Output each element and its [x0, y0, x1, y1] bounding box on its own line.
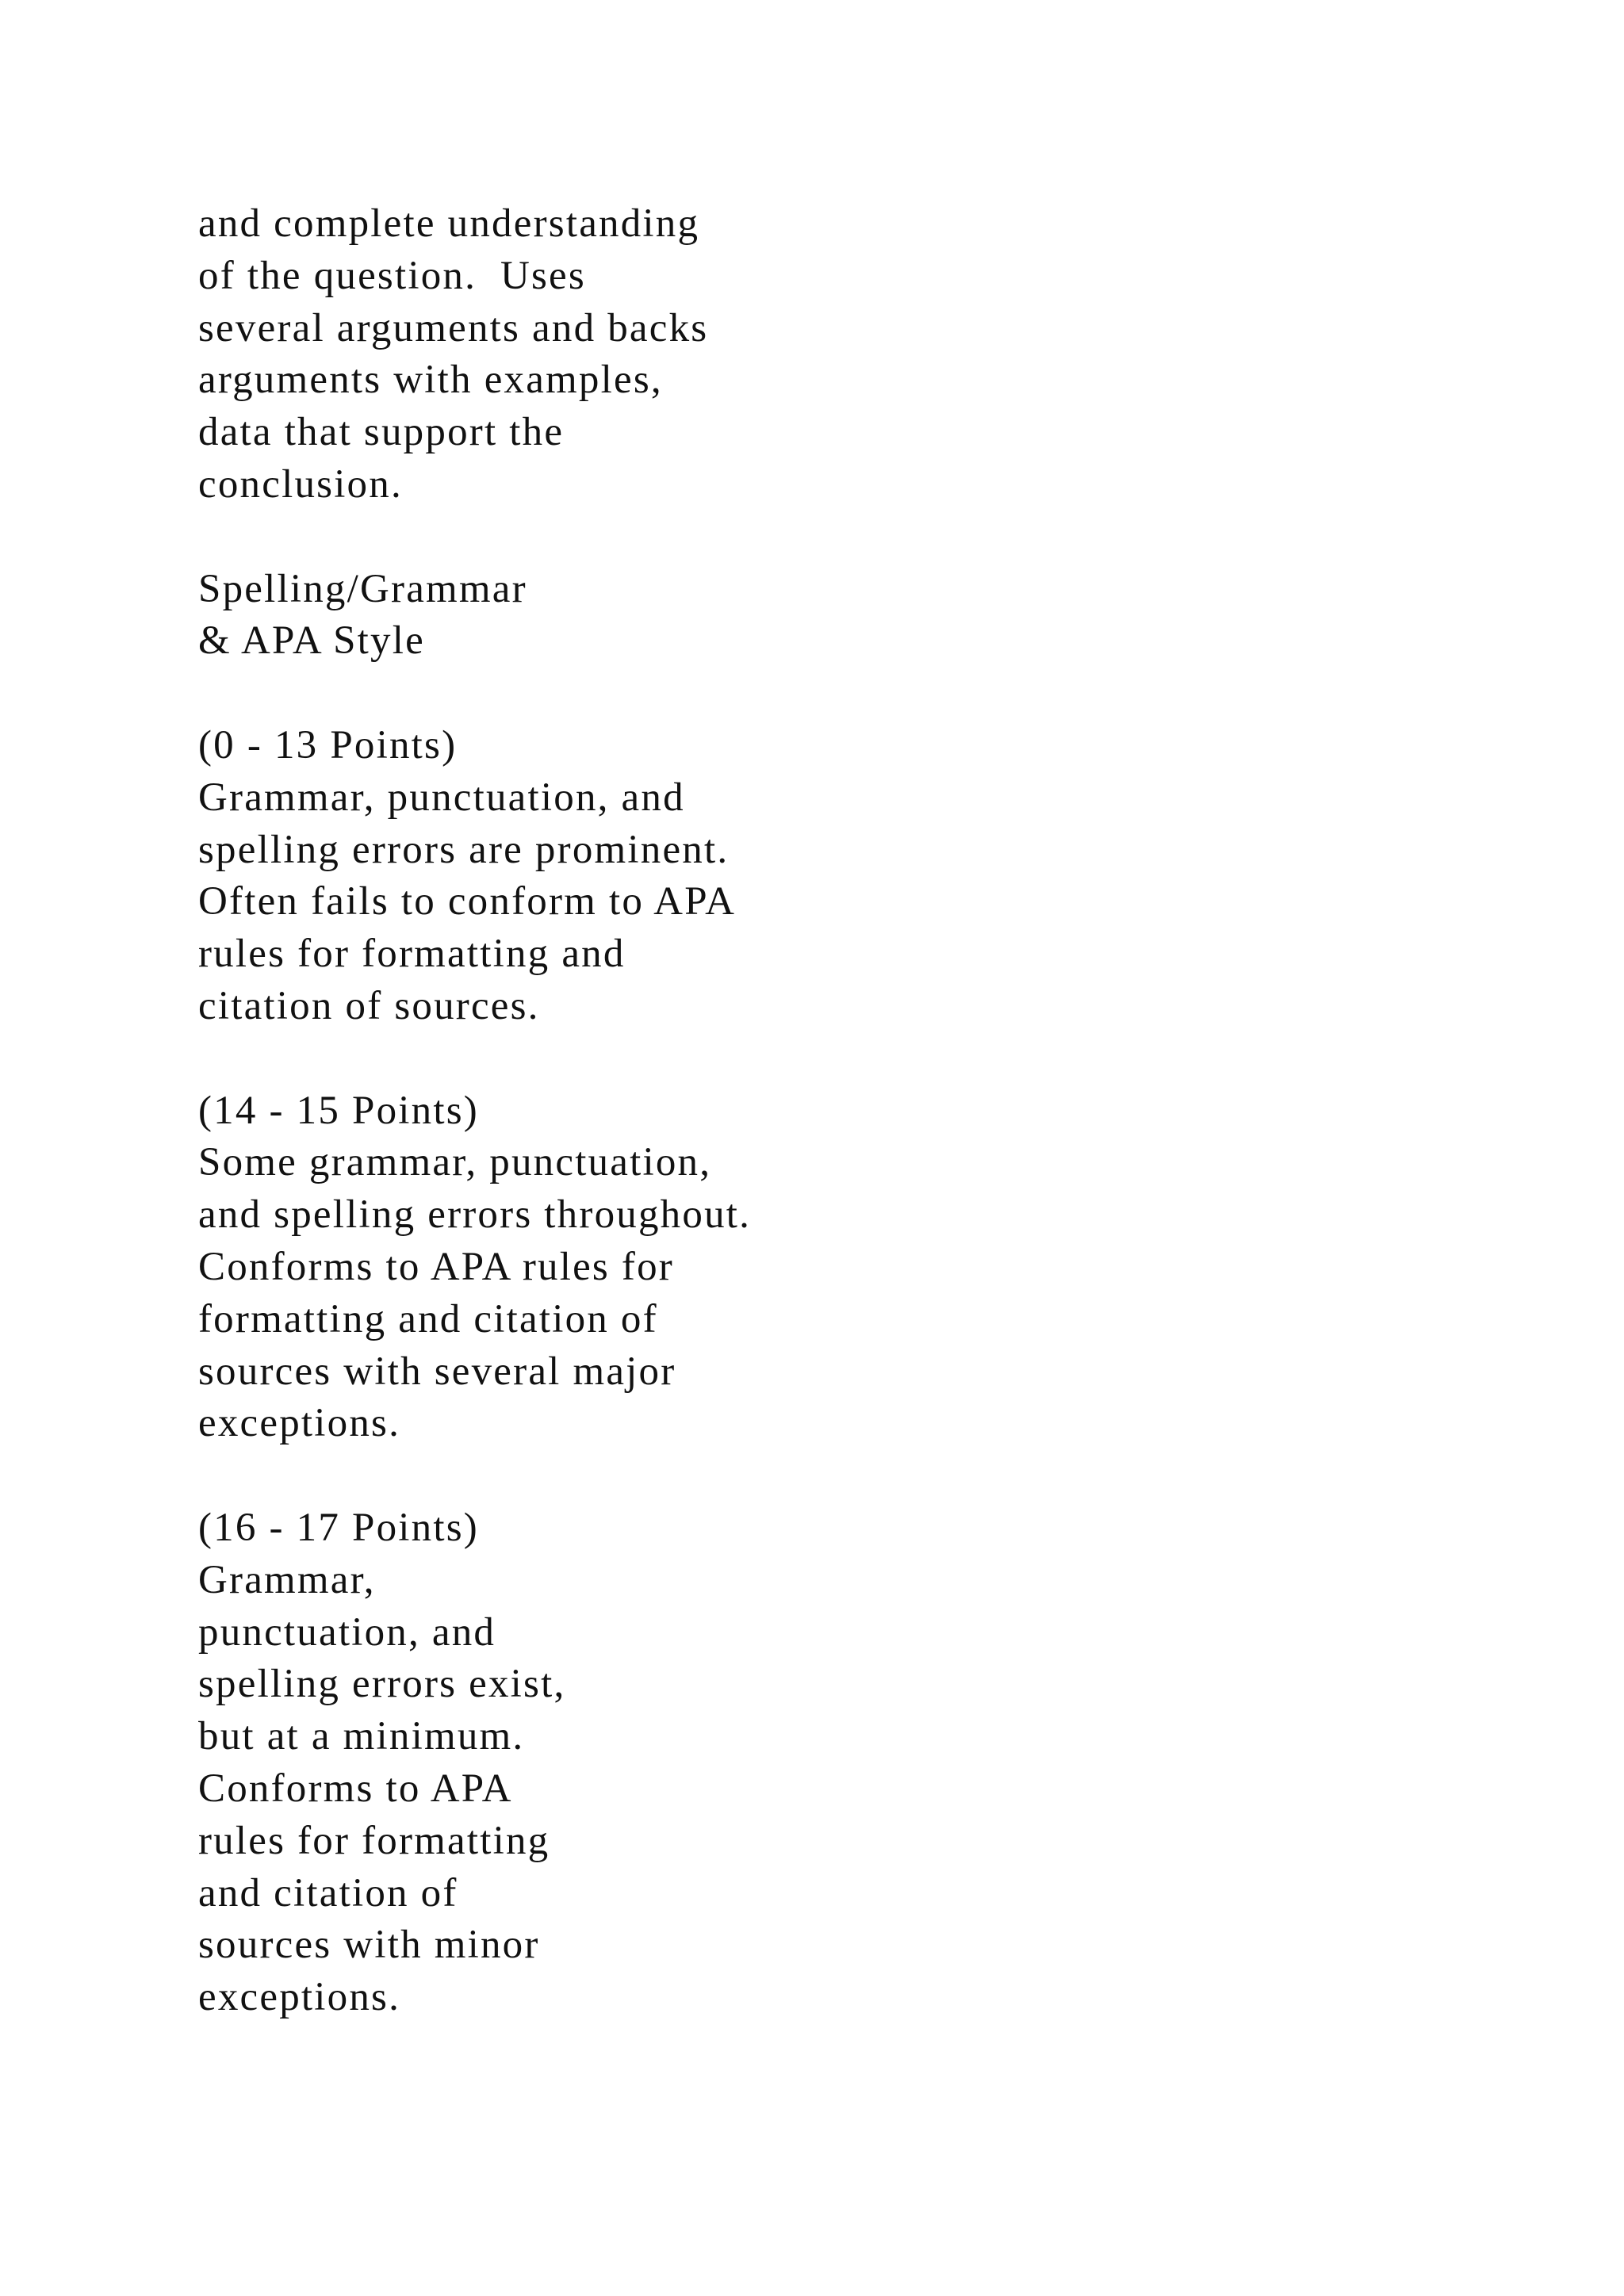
text-line: punctuation, and	[198, 1609, 496, 1655]
section-heading: Spelling/Grammar	[198, 566, 527, 611]
text-line: exceptions.	[198, 1975, 401, 2020]
text-line: spelling errors are prominent.	[198, 827, 730, 872]
section-heading: & APA Style	[198, 618, 425, 664]
text-line: arguments with examples,	[198, 358, 663, 403]
blank-line	[198, 1450, 1150, 1502]
blank-line	[198, 668, 1150, 720]
text-line: rules for formatting	[198, 1818, 550, 1863]
text-line: and complete understanding	[198, 201, 700, 246]
text-line: and citation of	[198, 1870, 458, 1915]
points-range-label: (16 - 17 Points)	[198, 1505, 479, 1550]
text-line: Often fails to conform to APA	[198, 879, 737, 924]
text-line: conclusion.	[198, 461, 403, 507]
text-line: Grammar,	[198, 1557, 376, 1602]
text-line: formatting and citation of	[198, 1296, 658, 1341]
text-line: Conforms to APA rules for	[198, 1244, 674, 1289]
text-line: Conforms to APA	[198, 1766, 513, 1811]
text-line: Grammar, punctuation, and	[198, 775, 685, 820]
text-line: citation of sources.	[198, 983, 540, 1028]
text-line: sources with minor	[198, 1923, 540, 1968]
points-range-label: (0 - 13 Points)	[198, 722, 458, 767]
text-line: but at a minimum.	[198, 1714, 525, 1759]
text-line: data that support the	[198, 410, 565, 455]
text-line: and spelling errors throughout.	[198, 1192, 752, 1238]
document-text	[198, 198, 1150, 2024]
text-line: sources with several major	[198, 1349, 676, 1394]
text-line: several arguments and backs	[198, 305, 709, 350]
text-line: rules for formatting and	[198, 932, 626, 977]
text-line: spelling errors exist,	[198, 1662, 566, 1707]
blank-line	[198, 1033, 1150, 1085]
text-line: exceptions.	[198, 1401, 401, 1446]
text-line: of the question. Uses	[198, 253, 586, 298]
text-line: Some grammar, punctuation,	[198, 1140, 712, 1185]
blank-line	[198, 511, 1150, 564]
points-range-label: (14 - 15 Points)	[198, 1088, 479, 1133]
